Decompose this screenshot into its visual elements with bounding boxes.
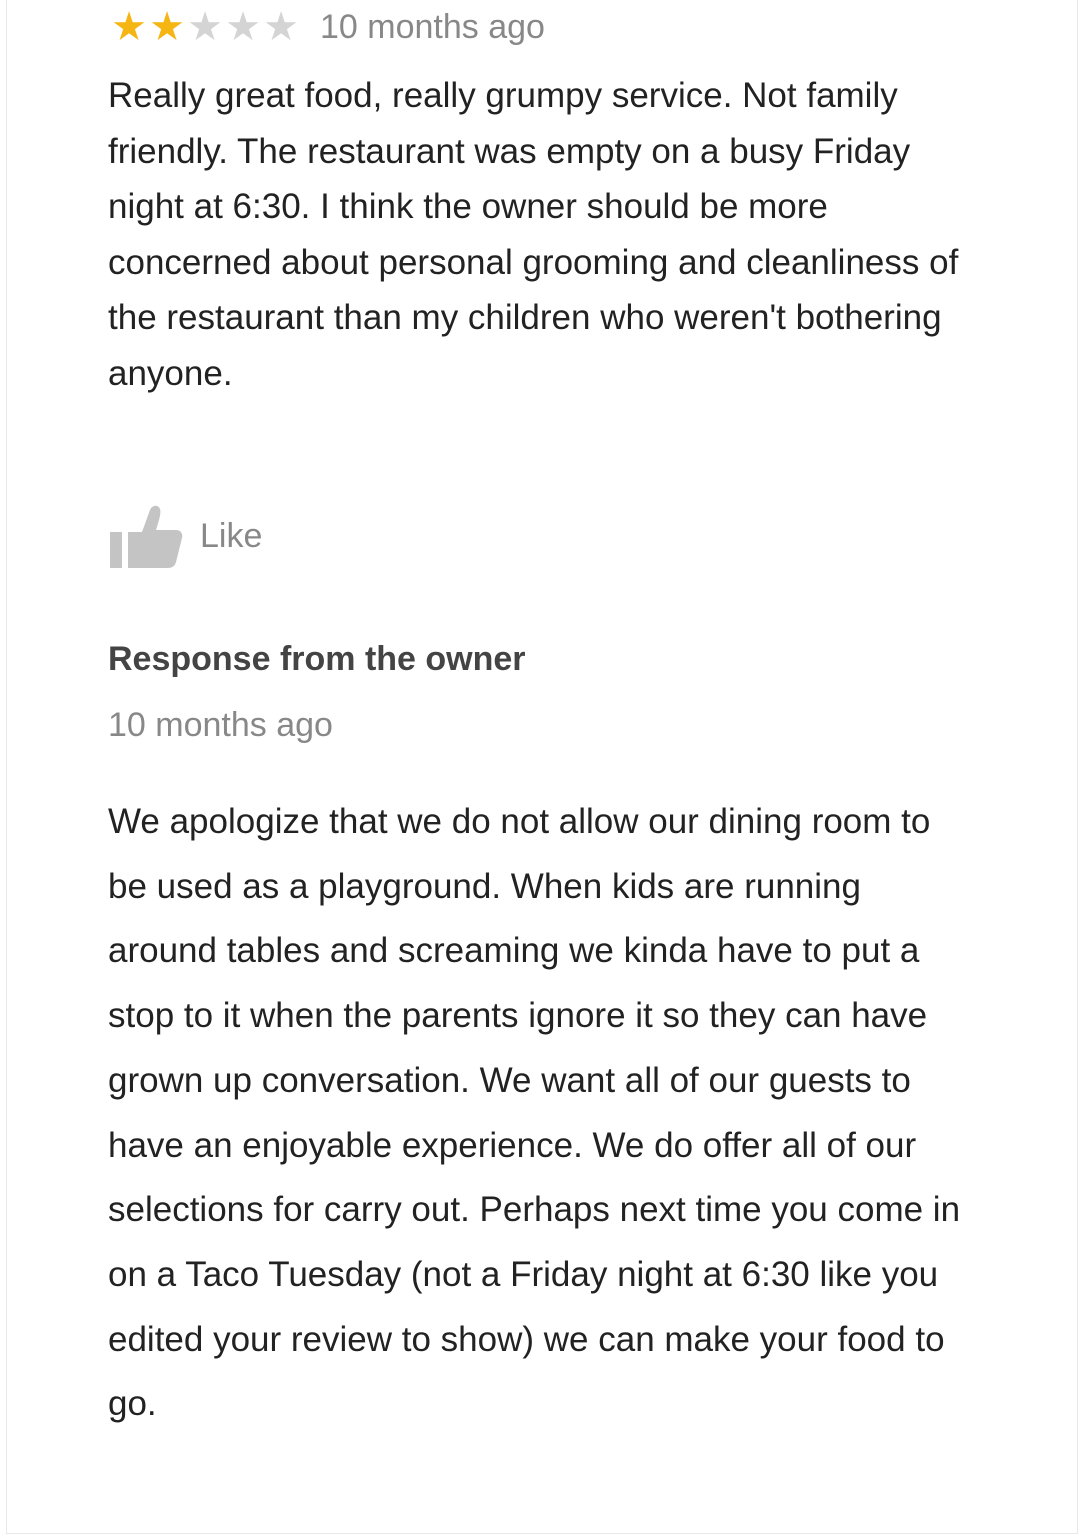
star-icon: ★	[263, 4, 299, 50]
review-timestamp: 10 months ago	[320, 7, 545, 46]
owner-response-title: Response from the owner	[108, 640, 526, 678]
like-label: Like	[200, 516, 263, 555]
review-text: Really great food, really grumpy service. Not family friendly. The restaurant was empty on a busy Friday night at 6:30. I think the owner should be more concerned about personal grooming and cleanliness of the restaurant than my children who weren't bothering anyone.	[108, 76, 959, 393]
star-icon: ★	[187, 4, 223, 50]
owner-response-text: We apologize that we do not allow our dining room to be used as a playground. When kids are running around tables and screaming we kinda have to put a stop to it when the parents ignore it so they can have grown up conversation. We want all of our guests to have an enjoyable experience. We do offer all of our selections for carry out. Perhaps next time you come in on a Taco Tuesday (not a Friday night at 6:30 like you edited your review to show) we can make your food to go.	[108, 802, 961, 1424]
star-icon: ★	[149, 4, 185, 50]
like-button[interactable]	[108, 500, 262, 572]
star-icon: ★	[225, 4, 261, 50]
star-icon: ★	[111, 4, 147, 50]
star-rating	[108, 4, 299, 50]
owner-response-timestamp: 10 months ago	[108, 706, 333, 744]
rating-row	[108, 2, 545, 52]
thumbs-up-icon	[108, 502, 184, 570]
